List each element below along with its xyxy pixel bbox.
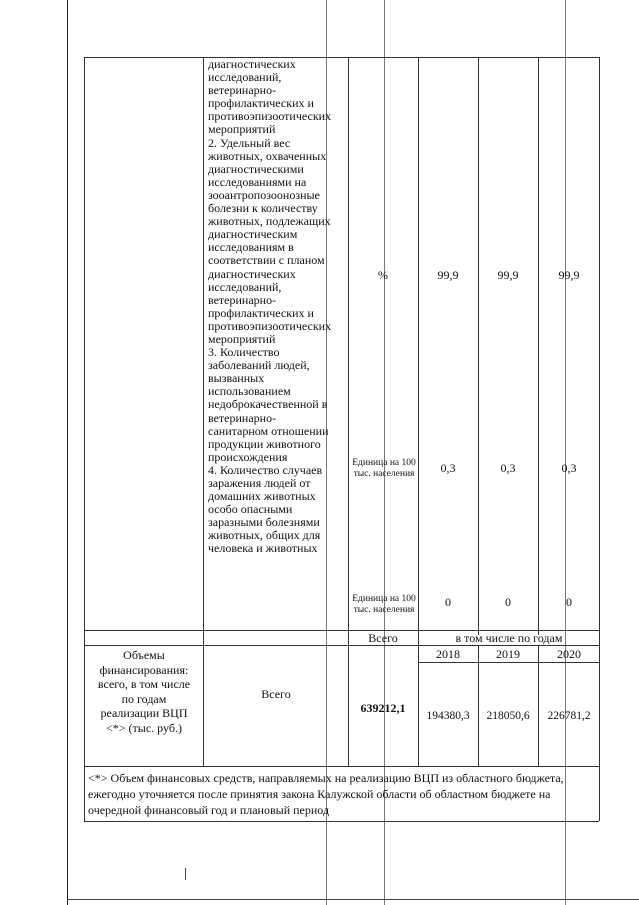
value-2019-financing: 218050,6 bbox=[486, 710, 530, 722]
value-2019-row3: 0,3 bbox=[500, 461, 516, 475]
value-2019-row2: 99,9 bbox=[497, 268, 519, 282]
col-line-5 bbox=[538, 57, 539, 635]
year-2020-header: 2020 bbox=[557, 647, 581, 661]
value-2020-row4: 0 bbox=[566, 595, 572, 609]
indicators-text: диагностических исследований, ветеринарно- профилактических и противоэпизоотических мероприятий 2. Удельный вес животных, охваченных диагностическими исследованиями на зооантропозоонозные болезни к количеству животных, подлежащих диагностическим исследованиям в соответствии с планом диагностических исследований, ветеринарно- профилактических и противоэпизоотических мероприятий 3. Количество заболеваний людей, вызванных использованием недоброкачественной в ветеринарно- санитарном отношении продукции животного происхождения 4. Количество случаев заражения людей от домашних животных особо опасными заразными болезнями животных, общих для человека и животных bbox=[208, 57, 332, 556]
value-2018-financing: 194380,3 bbox=[426, 710, 470, 722]
col-line-2 bbox=[348, 57, 349, 766]
value-2018-row4: 0 bbox=[445, 595, 451, 609]
unit-cell-row4: Единица на 100 тыс. населения bbox=[352, 594, 416, 615]
col-line-4b bbox=[478, 645, 479, 766]
value-2020-row2: 99,9 bbox=[558, 268, 580, 282]
table-right-border bbox=[599, 57, 600, 821]
scan-line-left bbox=[67, 0, 68, 905]
by-years-header: в том числе по годам bbox=[455, 631, 563, 645]
year-2019-header: 2019 bbox=[496, 647, 520, 661]
total-header: Всего bbox=[368, 631, 398, 645]
row-line-years bbox=[418, 662, 599, 663]
total-value: 639212,1 bbox=[360, 701, 406, 715]
col-line-5b bbox=[538, 645, 539, 766]
col-line-4 bbox=[478, 57, 479, 635]
unit-cell-row3: Единица на 100 тыс. населения bbox=[352, 458, 416, 479]
source-label: Всего bbox=[261, 687, 291, 701]
footnote-left bbox=[84, 766, 85, 821]
footnote-text: <*> Объем финансовых средств, направляемых на реализацию ВЦП из областного бюджета, ежегодно уточняется после принятия закона Калужской области об областном бюджете на очередной финансовый год и плановый период bbox=[88, 771, 564, 817]
col-line-3 bbox=[418, 57, 419, 766]
value-2018-row2: 99,9 bbox=[437, 268, 459, 282]
scan-line-bottom bbox=[67, 899, 639, 900]
value-2018-row3: 0,3 bbox=[440, 461, 456, 475]
row-line-financing-end bbox=[84, 766, 599, 767]
value-2019-row4: 0 bbox=[505, 595, 511, 609]
table-left-border bbox=[84, 57, 85, 791]
footnote-bottom bbox=[84, 821, 599, 822]
financing-label: Объемы финансирования: всего, в том числе по годам реализации ВЦП <*> (тыс. руб.) bbox=[97, 648, 191, 735]
value-2020-financing: 226781,2 bbox=[547, 710, 591, 722]
scan-mark bbox=[185, 868, 186, 880]
value-2020-row3: 0,3 bbox=[561, 461, 577, 475]
unit-cell-row2: % bbox=[378, 268, 388, 282]
year-2018-header: 2018 bbox=[436, 647, 460, 661]
col-line-1 bbox=[203, 57, 204, 766]
